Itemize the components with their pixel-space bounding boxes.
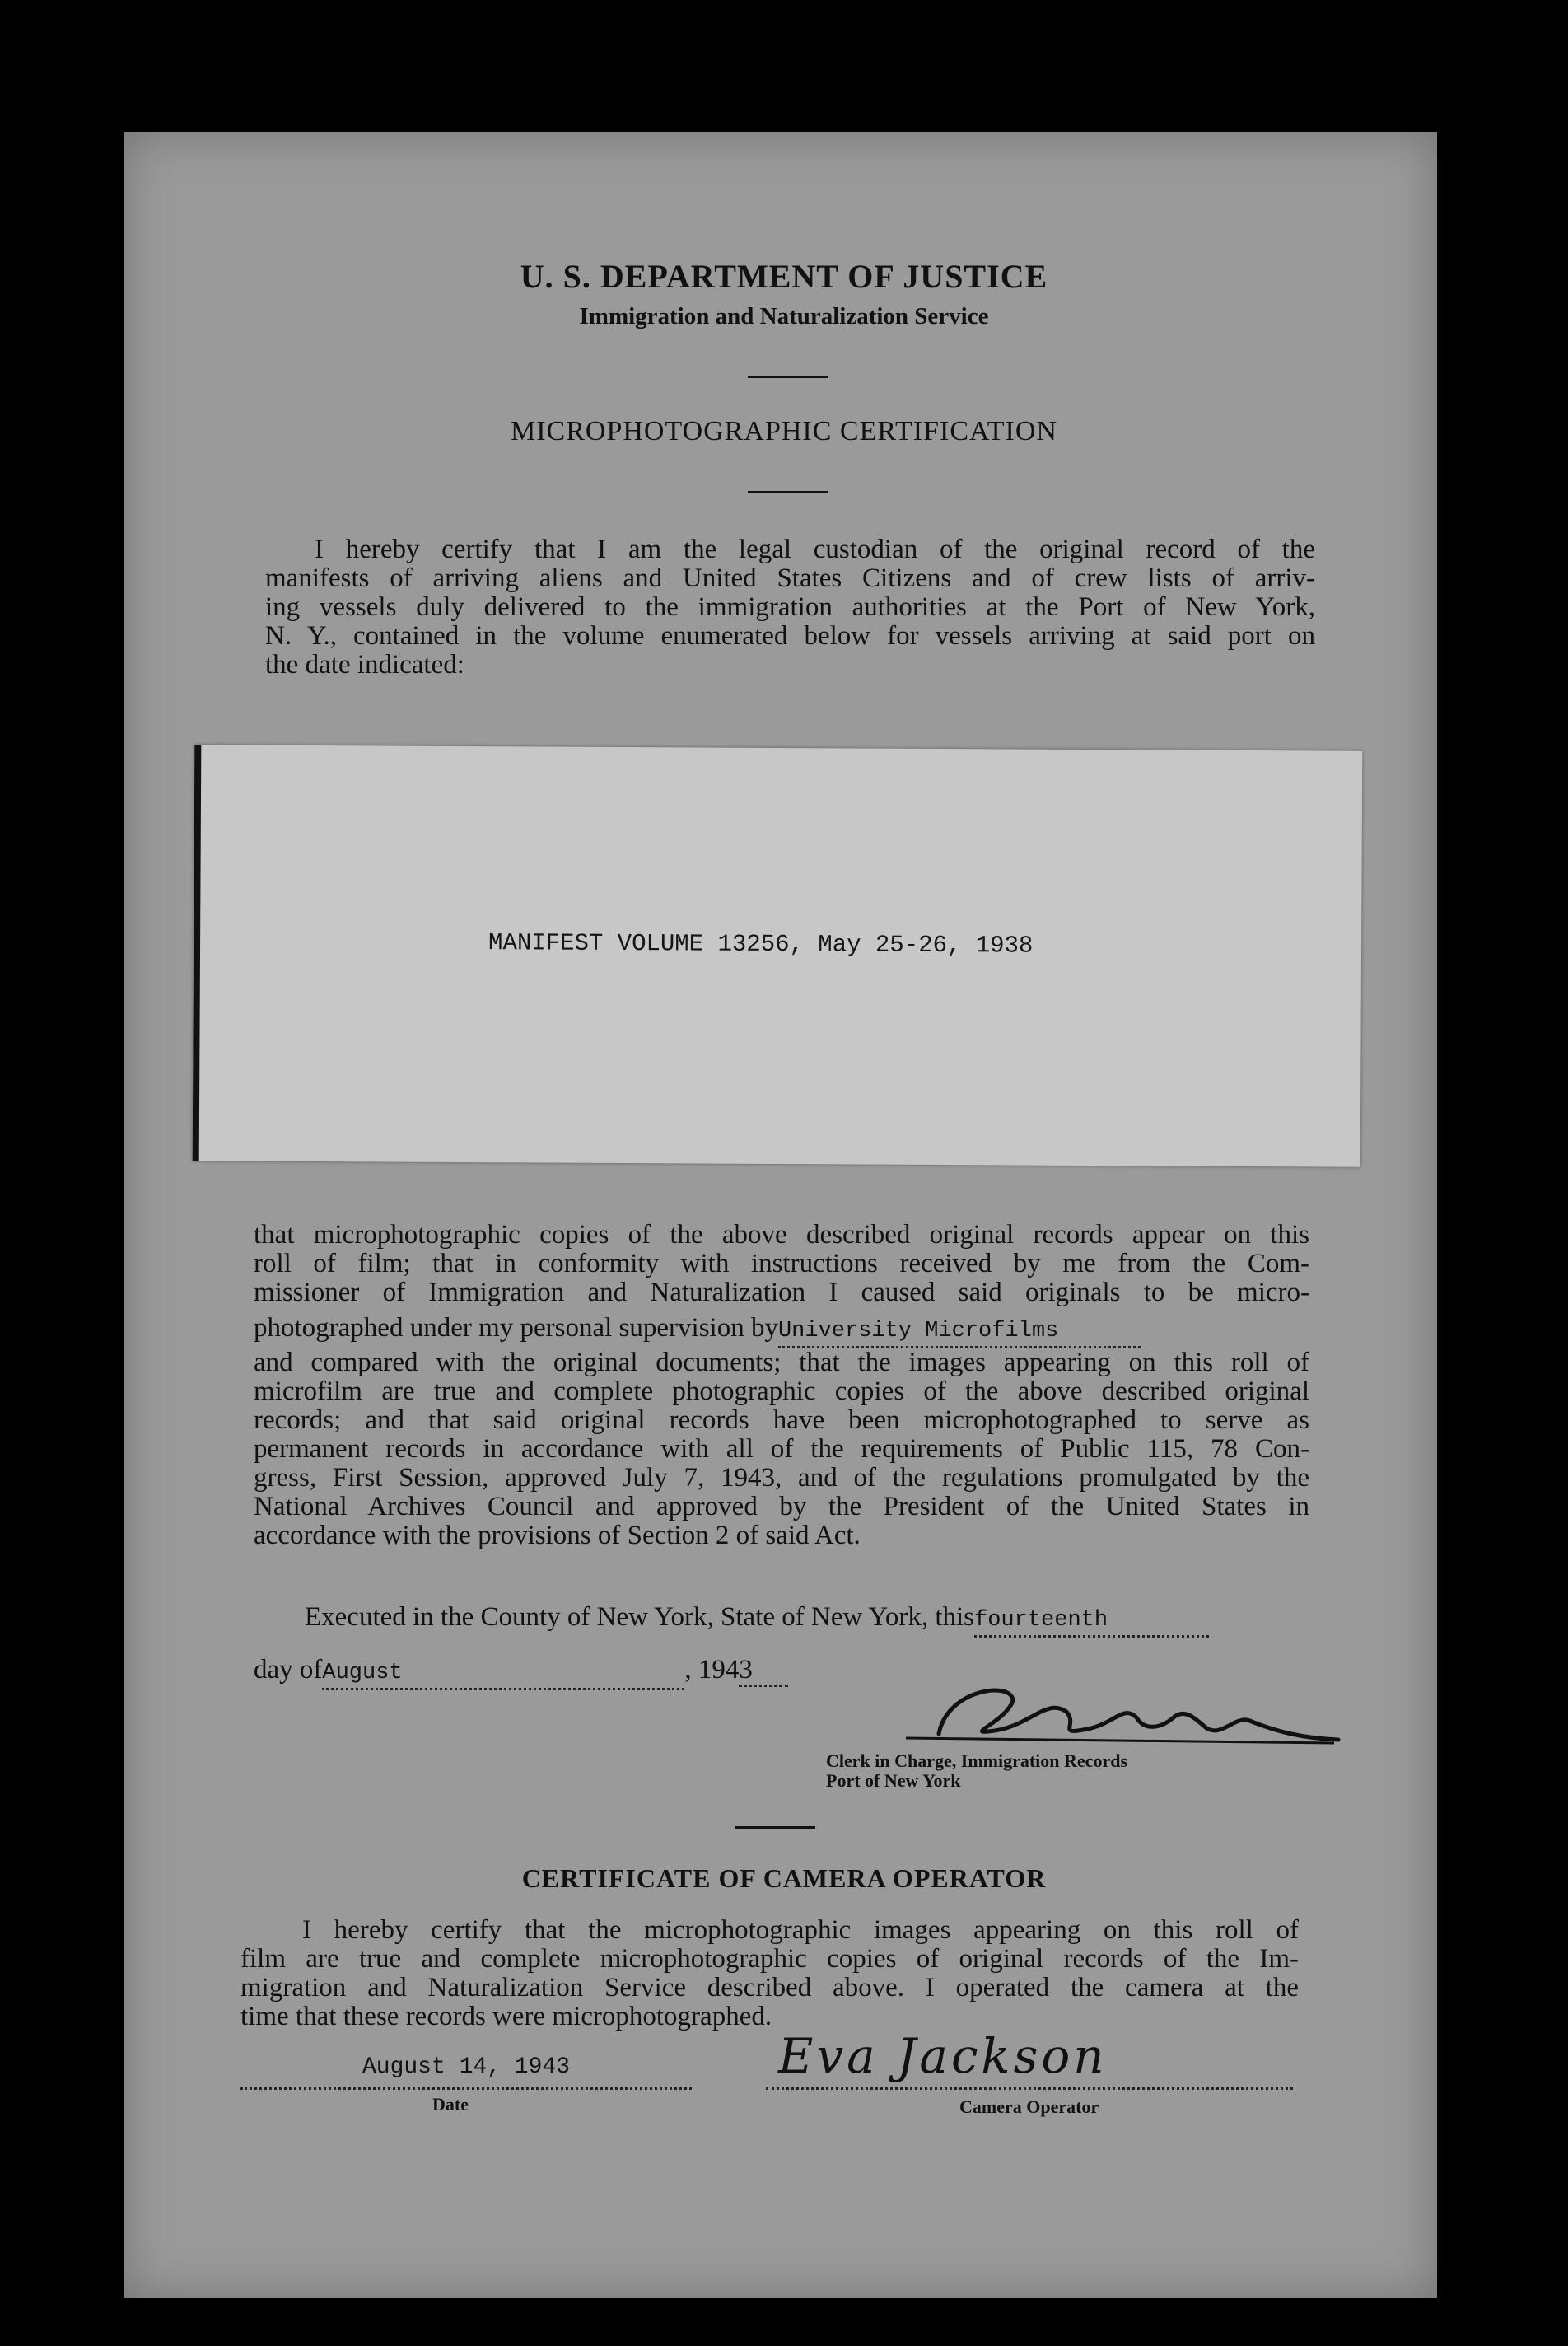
operator-signature: Eva Jackson [778, 2028, 1108, 2084]
camera-line: film are true and complete microphotographic copies of original records of the Im- [240, 1944, 1299, 1974]
intro-line: manifests of arriving aliens and United States Citizens and of crew lists of arriv- [265, 563, 1315, 593]
day-of-label: day of [254, 1655, 323, 1685]
clerk-signature [889, 1656, 1342, 1763]
service-subtitle: Immigration and Naturalization Service [579, 303, 989, 329]
date-line [254, 1656, 912, 1690]
body-line: microfilm are true and complete photographic copies of the above described original [254, 1376, 1309, 1406]
clerk-title [826, 1751, 1127, 1791]
intro-line: N. Y., contained in the volume enumerated below for vessels arriving at said port on [265, 621, 1315, 651]
day-value: fourteenth [974, 1608, 1108, 1633]
divider-1 [748, 376, 828, 378]
certification-title: MICROPHOTOGRAPHIC CERTIFICATION [510, 416, 1057, 446]
camera-line: I hereby certify that the microphotographic images appearing on this roll of [302, 1915, 1299, 1945]
supervisor-value: University Microfilms [777, 1319, 1059, 1344]
body-line: records; and that said original records have been microphotographed to serve as [254, 1405, 1309, 1435]
supervision-prefix: photographed under my personal supervision by [254, 1313, 778, 1343]
body-line: accordance with the provisions of Section 2 of said Act. [254, 1521, 861, 1550]
camera-date-value: August 14, 1943 [362, 2054, 571, 2080]
body-line: National Archives Council and approved by the President of the United States in [254, 1492, 1309, 1521]
body-line: and compared with the original documents; that the images appearing on this roll of [254, 1348, 1309, 1377]
camera-line: time that these records were microphotographed. [240, 2002, 772, 2031]
supervision-line [254, 1314, 1309, 1348]
body-line: gress, First Session, approved July 7, 1943, and of the regulations promulgated by the [254, 1463, 1309, 1493]
intro-paragraph [265, 535, 1315, 680]
execution-prefix: Executed in the County of New York, State of New York, this [305, 1602, 975, 1632]
body-line: permanent records in accordance with all of the requirements of Public 115, 78 Con- [254, 1434, 1309, 1464]
camera-line: migration and Naturalization Service described above. I operated the camera at the [240, 1973, 1299, 2003]
divider-3 [735, 1826, 815, 1829]
month-field [322, 1656, 684, 1690]
year-digit: 3 [739, 1655, 753, 1685]
divider-2 [748, 491, 828, 493]
clerk-title-line-2: Port of New York [826, 1770, 961, 1791]
camera-date-field [240, 2054, 692, 2090]
body-paragraph [254, 1221, 1309, 1550]
camera-paragraph [240, 1916, 1299, 2031]
body-line: that microphotographic copies of the above described original records appear on this [254, 1220, 1309, 1250]
operator-label: Camera Operator [959, 2096, 1099, 2117]
supervisor-field [778, 1314, 1141, 1348]
year-field [739, 1656, 788, 1687]
body-line: roll of film; that in conformity with instructions received by me from the Com- [254, 1249, 1309, 1278]
department-title: U. S. DEPARTMENT OF JUSTICE [520, 258, 1048, 295]
year-prefix: , 194 [684, 1655, 740, 1685]
clerk-title-line-1: Clerk in Charge, Immigration Records [826, 1750, 1128, 1771]
body-line: missioner of Immigration and Naturalization I caused said originals to be micro- [254, 1278, 1309, 1307]
intro-line: I hereby certify that I am the legal custodian of the original record of the [315, 535, 1315, 564]
month-value: August [322, 1661, 403, 1685]
day-field [974, 1603, 1209, 1638]
volume-slip [193, 745, 1363, 1166]
date-label: Date [432, 2094, 469, 2115]
intro-line: ing vessels duly delivered to the immigration authorities at the Port of New York, [265, 592, 1315, 622]
camera-operator-heading: CERTIFICATE OF CAMERA OPERATOR [521, 1863, 1047, 1893]
manifest-volume-text: MANIFEST VOLUME 13256, May 25-26, 1938 [488, 929, 1034, 960]
intro-line: the date indicated: [265, 650, 464, 680]
execution-line [305, 1603, 1318, 1638]
